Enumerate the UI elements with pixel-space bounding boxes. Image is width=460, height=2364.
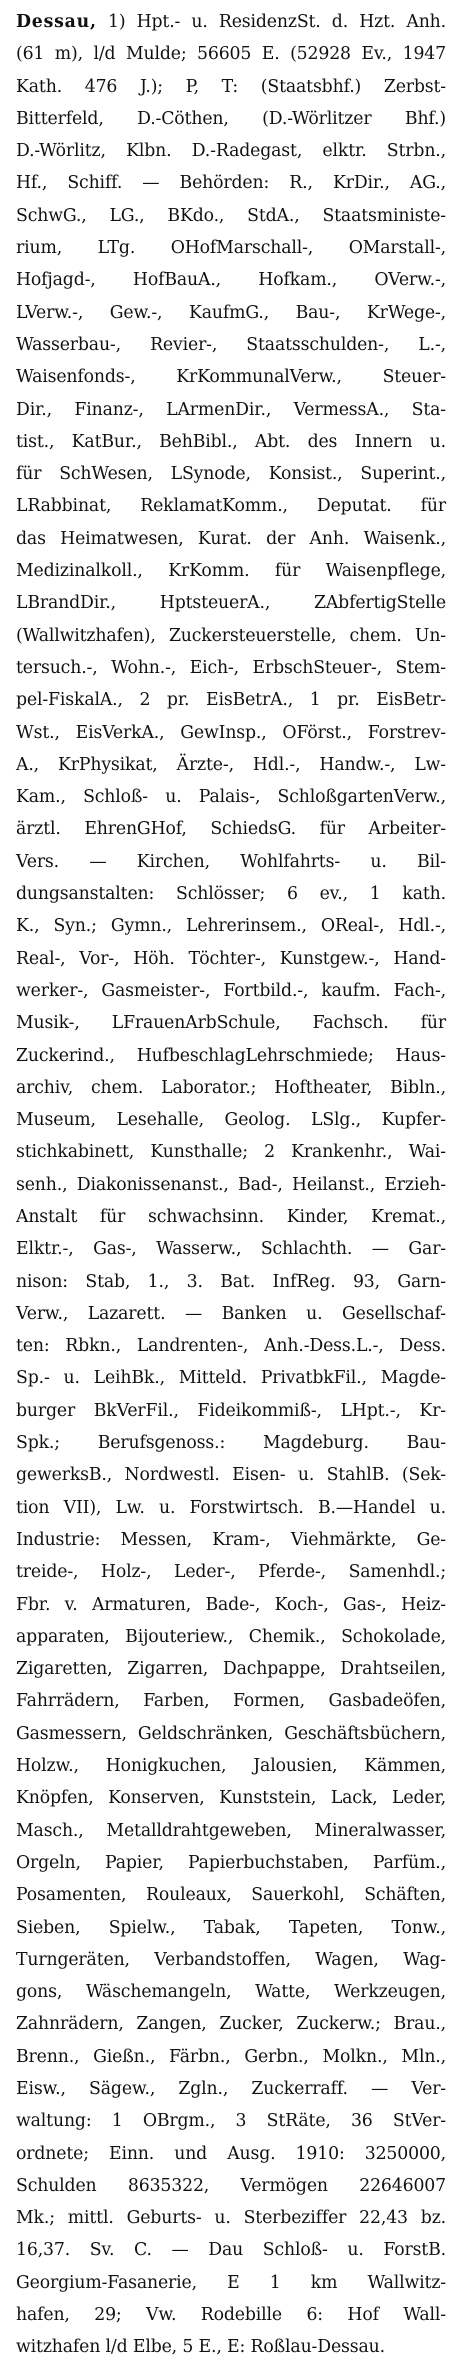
entry-line: Fbr. v. Armaturen, Bade-, Koch-, Gas-, Heiz-: [16, 1594, 446, 1615]
entry-line: Medizinalkoll., KrKomm. für Waisenpflege,: [16, 561, 446, 582]
entry-line: Kam., Schloß- u. Palais-, SchloßgartenVerw.,: [16, 787, 446, 808]
entry-line: D.-Wörlitz, Klbn. D.-Radegast, elktr. Strbn.,: [16, 141, 446, 162]
entry-first-line: [16, 6, 446, 38]
entry-line: LVerw.-, Gew.-, KaufmG., Bau-, KrWege-,: [16, 302, 446, 323]
entry-line: ordnete; Einn. und Ausg. 1910: 3250000,: [16, 2143, 446, 2164]
entry-line: für SchWesen, LSynode, Konsist., Superint.,: [16, 464, 446, 485]
entry-line: Zigaretten, Zigarren, Dachpappe, Drahtseilen,: [16, 1659, 446, 1680]
entry-line: waltung: 1 OBrgm., 3 StRäte, 36 StVer-: [16, 2111, 446, 2132]
entry-line: ten: Rbkn., Landrenten-, Anh.-Dess.L.-, Dess.: [16, 1336, 446, 1357]
entry-line: Waisenfonds-, KrKommunalVerw., Steuer-: [16, 367, 446, 388]
entry-line: gons, Wäschemangeln, Watte, Werkzeugen,: [16, 1982, 446, 2003]
entry-line: Schulden 8635322, Vermögen 22646007: [16, 2175, 446, 2196]
entry-line: Museum, Lesehalle, Geolog. LSlg., Kupfer-: [16, 1110, 446, 1131]
entry-line: das Heimatwesen, Kurat. der Anh. Waisenk.,: [16, 528, 446, 549]
entry-line: Wst., EisVerkA., GewInsp., OFörst., Forstrev-: [16, 722, 446, 743]
entry-line: Musik-, LFrauenArbSchule, Fachsch. für: [16, 1013, 446, 1034]
entry-line: A., KrPhysikat, Ärzte-, Hdl.-, Handw.-, Lw-: [16, 754, 446, 775]
entry-line: Wasserbau-, Revier-, Staatsschulden-, L.-,: [16, 334, 446, 355]
entry-headword: Dessau,: [16, 12, 97, 32]
entry-line: tersuch.-, Wohn.-, Eich-, ErbschSteuer-, Stem-: [16, 657, 446, 678]
entry-line: Georgium-Fasanerie, E 1 km Wallwitz-: [16, 2272, 446, 2293]
entry-line: archiv, chem. Laborator.; Hoftheater, Bibln.,: [16, 1077, 446, 1098]
entry-line: pel-FiskalA., 2 pr. EisBetrA., 1 pr. EisBetr-: [16, 690, 446, 711]
entry-line: Dir., Finanz-, LArmenDir., VermessA., Sta-: [16, 399, 446, 420]
entry-line: LRabbinat, ReklamatKomm., Deputat. für: [16, 496, 446, 517]
entry-line: rium, LTg. OHofMarschall-, OMarstall-,: [16, 238, 446, 259]
entry-line: Kath. 476 J.); P, T: (Staatsbhf.) Zerbst-: [16, 76, 446, 97]
entry-line: stichkabinett, Kunsthalle; 2 Krankenhr., Wai-: [16, 1142, 446, 1163]
entry-line: tion VII), Lw. u. Forstwirtsch. B.—Handel u.: [16, 1497, 446, 1518]
entry-line: Zuckerind., HufbeschlagLehrschmiede; Haus-: [16, 1045, 446, 1066]
entry-line: Holzw., Honigkuchen, Jalousien, Kämmen,: [16, 1756, 446, 1777]
entry-line: Gasmessern, Geldschränken, Geschäftsbüchern,: [16, 1723, 446, 1744]
entry-line: Eisw., Sägew., Zgln., Zuckerraff. — Ver-: [16, 2079, 446, 2099]
entry-line: witzhafen l/d Elbe, 5 E., E: Roßlau-Dessau.: [16, 2337, 385, 2358]
entry-line: Industrie: Messen, Kram-, Viehmärkte, Ge-: [16, 1529, 446, 1550]
entry-line: Hofjagd-, HofBauA., Hofkam., OVerw.-,: [16, 270, 446, 291]
entry-line: Anstalt für schwachsinn. Kinder, Kremat.,: [16, 1206, 446, 1227]
entry-line: Masch., Metalldrahtgeweben, Mineralwasser,: [16, 1820, 446, 1841]
entry-line: 16,37. Sv. C. — Dau Schloß- u. ForstB.: [16, 2240, 446, 2261]
entry-line: Fahrrädern, Farben, Formen, Gasbadeöfen,: [16, 1691, 446, 1712]
entry-line: Hf., Schiff. — Behörden: R., KrDir., AG.,: [16, 173, 446, 194]
entry-line: dungsanstalten: Schlösser; 6 ev., 1 kath.: [16, 884, 446, 905]
entry-line: Vers. — Kirchen, Wohlfahrts- u. Bil-: [16, 851, 446, 872]
entry-line: hafen, 29; Vw. Rodebille 6: Hof Wall-: [16, 2305, 446, 2326]
entry-line: Verw., Lazarett. — Banken u. Gesellschaf-: [16, 1303, 446, 1324]
entry-line: burger BkVerFil., Fideikommiß-, LHpt.-, Kr-: [16, 1400, 446, 1421]
entry-line: Bitterfeld, D.-Cöthen, (D.-Wörlitzer Bhf.): [16, 108, 446, 129]
entry-line: senh., Diakonissenanst., Bad-, Heilanst., Erzieh-: [16, 1174, 446, 1195]
entry-line: Elktr.-, Gas-, Wasserw., Schlachth. — Gar-: [16, 1239, 446, 1260]
entry-line: gewerksB., Nordwestl. Eisen- u. StahlB. (Sek-: [16, 1465, 446, 1486]
entry-line-text: 1) Hpt.- u. ResidenzSt. d. Hzt. Anh.: [107, 12, 446, 32]
entry-line: Brenn., Gießn., Färbn., Gerbn., Molkn., Mln.,: [16, 2046, 446, 2067]
entry-line: Sp.- u. LeihBk., Mitteld. PrivatbkFil., Magde-: [16, 1368, 446, 1389]
entry-line: (Wallwitzhafen), Zuckersteuerstelle, chem. Un-: [16, 625, 446, 646]
entry-line: tist., KatBur., BehBibl., Abt. des Innern u.: [16, 431, 446, 452]
entry-line: Knöpfen, Konserven, Kunststein, Lack, Leder,: [16, 1788, 446, 1809]
entry-line: nison: Stab, 1., 3. Bat. InfReg. 93, Garn-: [16, 1271, 446, 1292]
entry-line: Posamenten, Rouleaux, Sauerkohl, Schäften,: [16, 1885, 446, 1906]
entry-line: Spk.; Berufsgenoss.: Magdeburg. Bau-: [16, 1433, 446, 1454]
entry-line: LBrandDir., HptsteuerA., ZAbfertigStelle: [16, 593, 446, 614]
entry-line: treide-, Holz-, Leder-, Pferde-, Samenhdl.;: [16, 1562, 446, 1583]
entry-line: Mk.; mittl. Geburts- u. Sterbeziffer 22,43 bz.: [16, 2208, 446, 2229]
entry-line: Turngeräten, Verbandstoffen, Wagen, Wag-: [16, 1949, 446, 1970]
entry-body: [16, 38, 446, 2363]
entry-line: Sieben, Spielw., Tabak, Tapeten, Tonw.,: [16, 1917, 446, 1938]
entry-line: SchwG., LG., BKdo., StdA., Staatsministe-: [16, 205, 446, 226]
entry-line: K., Syn.; Gymn., Lehrerinsem., OReal-, Hdl.-,: [16, 916, 446, 937]
entry-line: apparaten, Bijouteriew., Chemik., Schokolade,: [16, 1626, 446, 1647]
entry-line: (61 m), l/d Mulde; 56605 E. (52928 Ev., 1947: [16, 44, 446, 65]
entry-line: ärztl. EhrenGHof, SchiedsG. für Arbeiter-: [16, 819, 446, 840]
entry-line: Zahnrädern, Zangen, Zucker, Zuckerw.; Brau.,: [16, 2014, 446, 2035]
entry-line: Orgeln, Papier, Papierbuchstaben, Parfüm.,: [16, 1852, 446, 1873]
entry-line: Real-, Vor-, Höh. Töchter-, Kunstgew.-, Hand-: [16, 948, 446, 969]
entry-line: werker-, Gasmeister-, Fortbild.-, kaufm. Fach-,: [16, 980, 446, 1001]
